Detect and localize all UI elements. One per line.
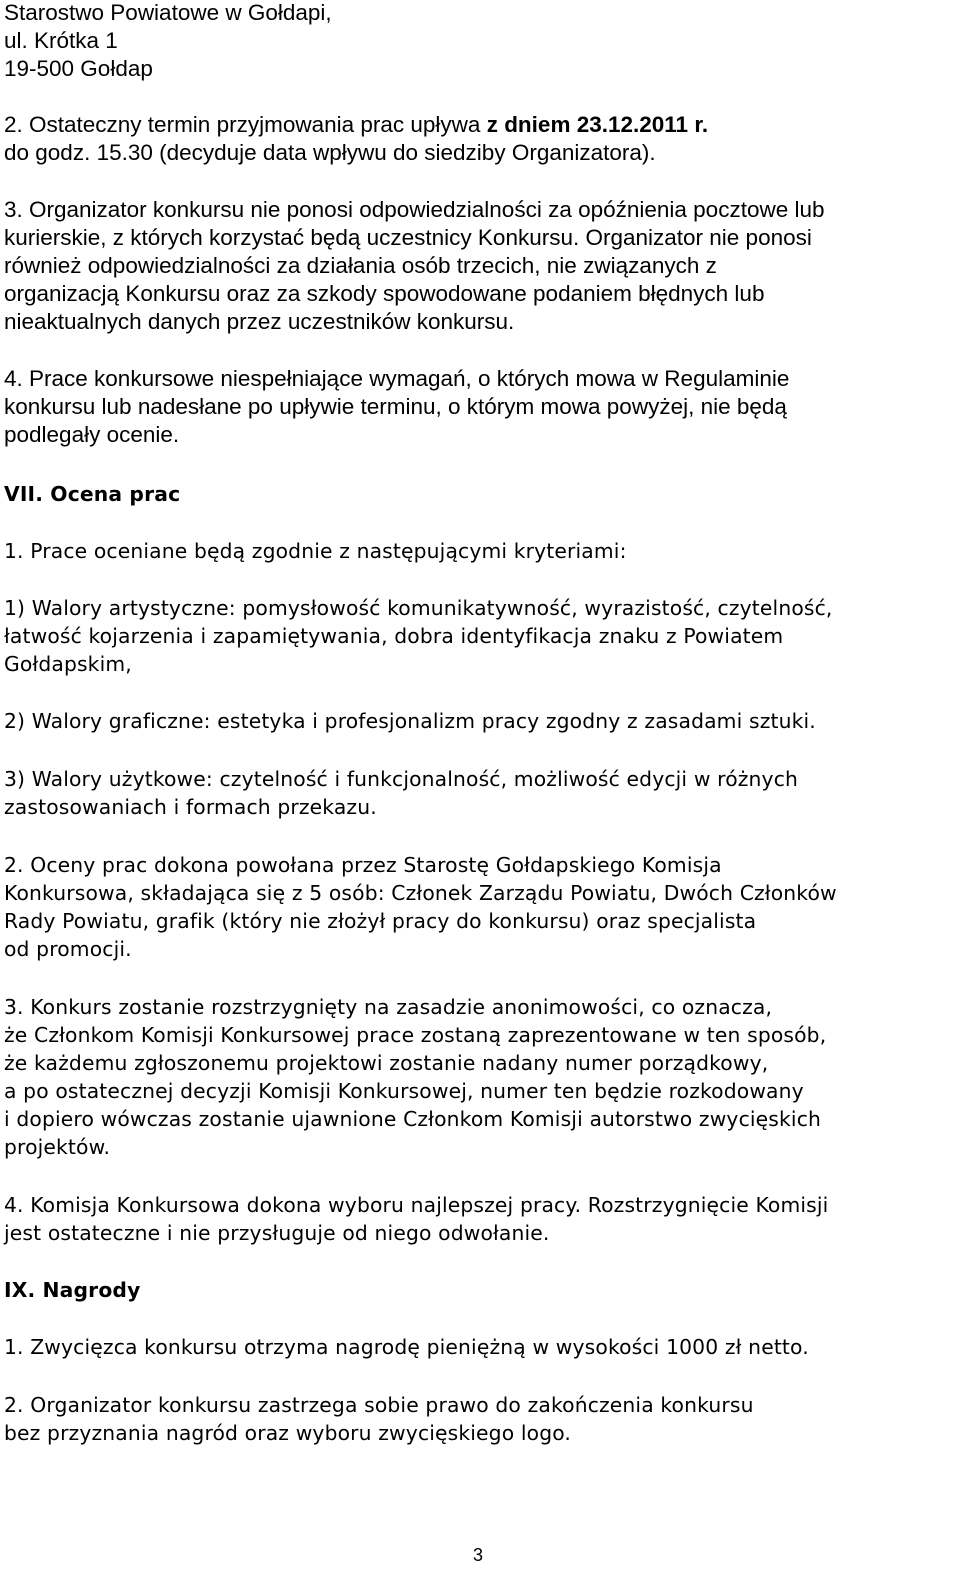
address-line-1: Starostwo Powiatowe w Gołdapi, (4, 0, 332, 25)
deadline-paragraph-line-2: do godz. 15.30 (decyduje data wpływu do siedziby Organizatora). (4, 140, 656, 165)
reservation-paragraph-line-2: bez przyznania nagród oraz wyboru zwycięskiego logo. (4, 1421, 572, 1445)
deadline-text: 2. Ostateczny termin przyjmowania prac upływa (4, 112, 487, 137)
address-line-3: 19-500 Gołdap (4, 56, 153, 81)
anonymity-paragraph-line-5: i dopiero wówczas zostanie ujawnione Członkom Komisji autorstwo zwycięskich (4, 1107, 821, 1131)
anonymity-paragraph-line-6: projektów. (4, 1135, 111, 1159)
reservation-paragraph-line-1: 2. Organizator konkursu zastrzega sobie prawo do zakończenia konkursu (4, 1393, 754, 1417)
anonymity-paragraph-line-4: a po ostatecznej decyzji Komisji Konkursowej, numer ten będzie rozkodowany (4, 1079, 804, 1103)
anonymity-paragraph-line-2: że Członkom Komisji Konkursowej prace zostaną zaprezentowane w ten sposób, (4, 1023, 827, 1047)
liability-paragraph-line-2: kurierskie, z których korzystać będą uczestnicy Konkursu. Organizator nie ponosi (4, 225, 812, 250)
section-heading-nagrody: IX. Nagrody (4, 1278, 141, 1302)
deadline-paragraph-line-1 (4, 111, 708, 139)
rejection-paragraph-line-1: 4. Prace konkursowe niespełniające wymagań, o których mowa w Regulaminie (4, 366, 790, 391)
criterion-3-line-2: zastosowaniach i formach przekazu. (4, 795, 377, 819)
liability-paragraph-line-1: 3. Organizator konkursu nie ponosi odpowiedzialności za opóźnienia pocztowe lub (4, 197, 825, 222)
decision-paragraph-line-2: jest ostateczne i nie przysługuje od niego odwołanie. (4, 1221, 550, 1245)
section-heading-ocena-prac: VII. Ocena prac (4, 482, 181, 506)
jury-paragraph-line-4: od promocji. (4, 937, 132, 961)
anonymity-paragraph-line-3: że każdemu zgłoszonemu projektowi zostanie nadany numer porządkowy, (4, 1051, 769, 1075)
jury-paragraph-line-1: 2. Oceny prac dokona powołana przez Starostę Gołdapskiego Komisja (4, 853, 722, 877)
rejection-paragraph-line-2: konkursu lub nadesłane po upływie terminu, o którym mowa powyżej, nie będą (4, 394, 787, 419)
decision-paragraph-line-1: 4. Komisja Konkursowa dokona wyboru najlepszej pracy. Rozstrzygnięcie Komisji (4, 1193, 829, 1217)
prize-paragraph: 1. Zwycięzca konkursu otrzyma nagrodę pieniężną w wysokości 1000 zł netto. (4, 1335, 809, 1359)
criterion-1-line-1: 1) Walory artystyczne: pomysłowość komunikatywność, wyrazistość, czytelność, (4, 596, 833, 620)
liability-paragraph-line-5: nieaktualnych danych przez uczestników konkursu. (4, 309, 515, 334)
jury-paragraph-line-2: Konkursowa, składająca się z 5 osób: Członek Zarządu Powiatu, Dwóch Członków (4, 881, 837, 905)
criterion-2: 2) Walory graficzne: estetyka i profesjonalizm pracy zgodny z zasadami sztuki. (4, 709, 816, 733)
rejection-paragraph-line-3: podlegały ocenie. (4, 422, 180, 447)
liability-paragraph-line-3: również odpowiedzialności za działania osób trzecich, nie związanych z (4, 253, 717, 278)
deadline-date: z dniem 23.12.2011 r. (486, 112, 709, 137)
page-number: 3 (473, 1545, 484, 1565)
jury-paragraph-line-3: Rady Powiatu, grafik (który nie złożył pracy do konkursu) oraz specjalista (4, 909, 757, 933)
liability-paragraph-line-4: organizacją Konkursu oraz za szkody spowodowane podaniem błędnych lub (4, 281, 765, 306)
criterion-1-line-3: Gołdapskim, (4, 652, 132, 676)
anonymity-paragraph-line-1: 3. Konkurs zostanie rozstrzygnięty na zasadzie anonimowości, co oznacza, (4, 995, 773, 1019)
criteria-intro: 1. Prace oceniane będą zgodnie z następującymi kryteriami: (4, 539, 627, 563)
criterion-1-line-2: łatwość kojarzenia i zapamiętywania, dobra identyfikacja znaku z Powiatem (4, 624, 784, 648)
criterion-3-line-1: 3) Walory użytkowe: czytelność i funkcjonalność, możliwość edycji w różnych (4, 767, 799, 791)
address-line-2: ul. Krótka 1 (4, 28, 118, 53)
